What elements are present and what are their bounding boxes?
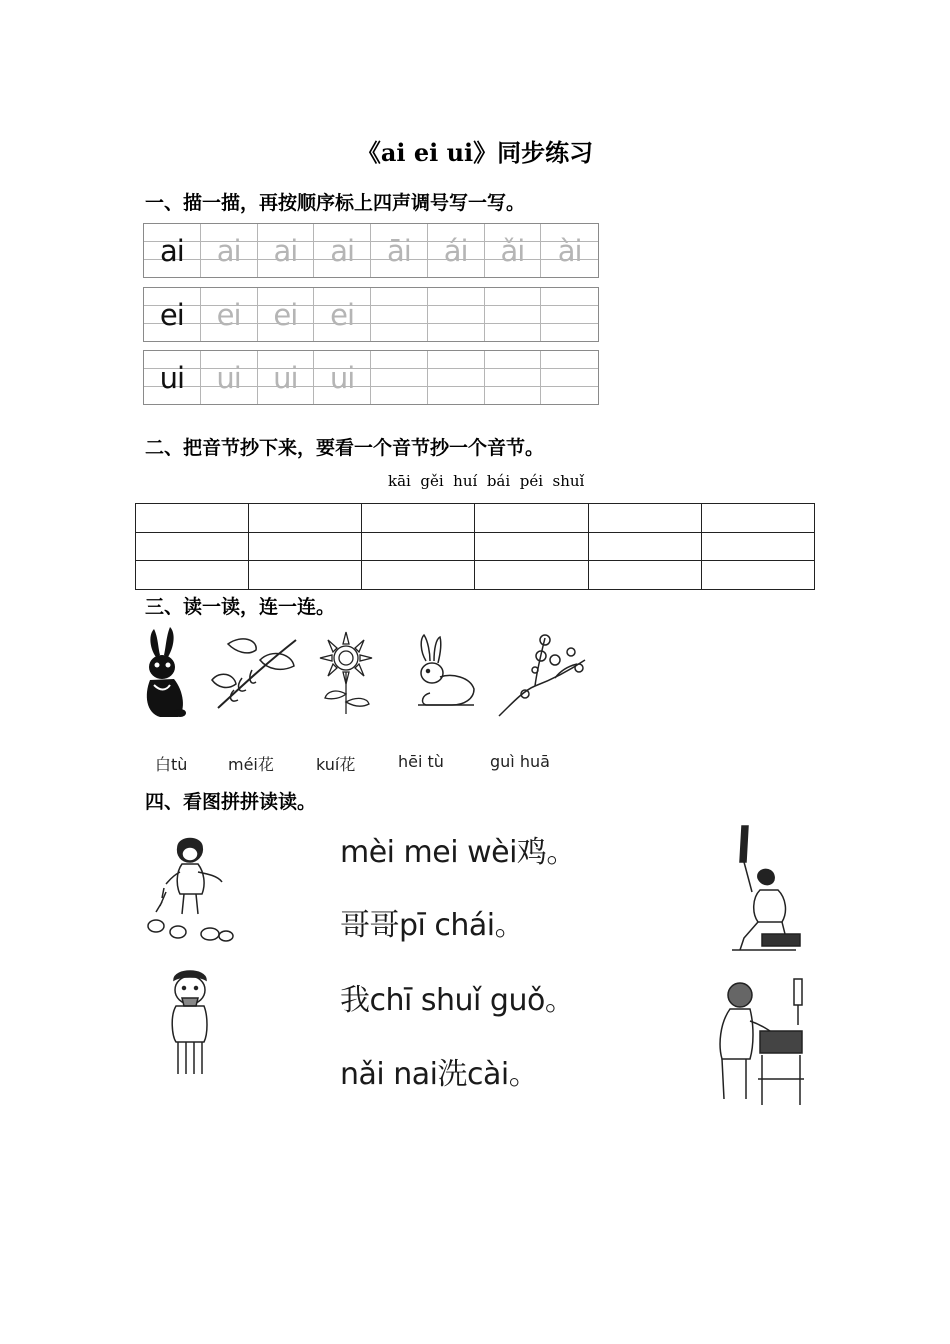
section4-heading: 四、看图拼拼读读。	[145, 791, 317, 813]
grid-cell	[485, 351, 542, 404]
writing-grid-ui	[143, 350, 599, 405]
grid-cell: ui	[314, 351, 371, 404]
grid-cell: ui	[258, 351, 315, 404]
table-cell[interactable]	[249, 561, 362, 590]
grandma-washing-vegetables-illustration	[710, 975, 810, 1110]
grid-cell: ei	[201, 288, 258, 341]
table-cell[interactable]	[362, 504, 475, 533]
match-word: hēi tù	[398, 752, 444, 771]
table-cell[interactable]	[136, 532, 249, 561]
grid-cell: ei	[314, 288, 371, 341]
table-row	[136, 504, 815, 533]
grid-cell: ui	[144, 351, 201, 404]
grid-cell	[371, 288, 428, 341]
section3-heading: 三、读一读，连一连。	[145, 596, 336, 618]
grid-cell	[371, 351, 428, 404]
table-cell[interactable]	[701, 532, 814, 561]
grid-cell: ái	[428, 224, 485, 277]
grid-cell	[541, 288, 598, 341]
table-cell[interactable]	[136, 561, 249, 590]
syllable-list: kāi gěi huí bái péi shuǐ	[388, 472, 585, 490]
sunflower-illustration	[315, 628, 377, 716]
match-word: kuí花	[316, 755, 356, 774]
grid-cell	[541, 351, 598, 404]
copy-table	[135, 503, 815, 590]
boy-eating-fruit-illustration	[160, 966, 220, 1081]
section1-heading: 一、描一描，再按顺序标上四声调号写一写。	[145, 192, 526, 214]
table-cell[interactable]	[136, 504, 249, 533]
grid-cell: ai	[314, 224, 371, 277]
grid-cell: ui	[201, 351, 258, 404]
grid-cell	[428, 351, 485, 404]
reading-sentence: 哥哥pī chái。	[340, 908, 525, 943]
table-row	[136, 561, 815, 590]
reading-sentence: 我chī shuǐ guǒ。	[340, 983, 575, 1018]
match-word: méi花	[228, 755, 274, 774]
boy-chopping-wood-illustration	[712, 822, 807, 957]
grid-cell: ai	[201, 224, 258, 277]
table-cell[interactable]	[362, 561, 475, 590]
girl-feeding-chicks-illustration	[142, 832, 237, 947]
reading-sentence: nǎi nai洗cài。	[340, 1057, 539, 1092]
grid-cell: ei	[144, 288, 201, 341]
grid-cell: ai	[258, 224, 315, 277]
white-rabbit-illustration	[412, 633, 480, 711]
black-rabbit-illustration	[140, 625, 190, 720]
table-cell[interactable]	[249, 532, 362, 561]
table-cell[interactable]	[701, 561, 814, 590]
table-cell[interactable]	[701, 504, 814, 533]
grid-cell	[428, 288, 485, 341]
grid-cell: ei	[258, 288, 315, 341]
grid-cell: ài	[557, 234, 582, 268]
match-word: guì huā	[490, 752, 550, 771]
grid-cell: ǎi	[485, 224, 542, 277]
table-cell[interactable]	[475, 532, 588, 561]
grid-cell: ai	[144, 224, 201, 277]
grid-cell	[485, 288, 542, 341]
table-cell[interactable]	[588, 532, 701, 561]
table-cell[interactable]	[475, 504, 588, 533]
leafy-branch-illustration	[208, 630, 300, 712]
plum-blossom-branch-illustration	[495, 630, 590, 718]
grid-cell: āi	[371, 224, 428, 277]
writing-grid-ai	[143, 223, 599, 278]
writing-grid-ei	[143, 287, 599, 342]
table-cell[interactable]	[249, 504, 362, 533]
table-cell[interactable]	[362, 532, 475, 561]
table-row	[136, 532, 815, 561]
table-cell[interactable]	[588, 504, 701, 533]
table-cell[interactable]	[588, 561, 701, 590]
page-title: 《ai ei ui》同步练习	[356, 138, 594, 167]
section2-heading: 二、把音节抄下来，要看一个音节抄一个音节。	[145, 437, 545, 459]
reading-sentence: mèi mei wèi鸡。	[340, 835, 576, 870]
table-cell[interactable]	[475, 561, 588, 590]
match-word: 白tù	[155, 755, 188, 774]
